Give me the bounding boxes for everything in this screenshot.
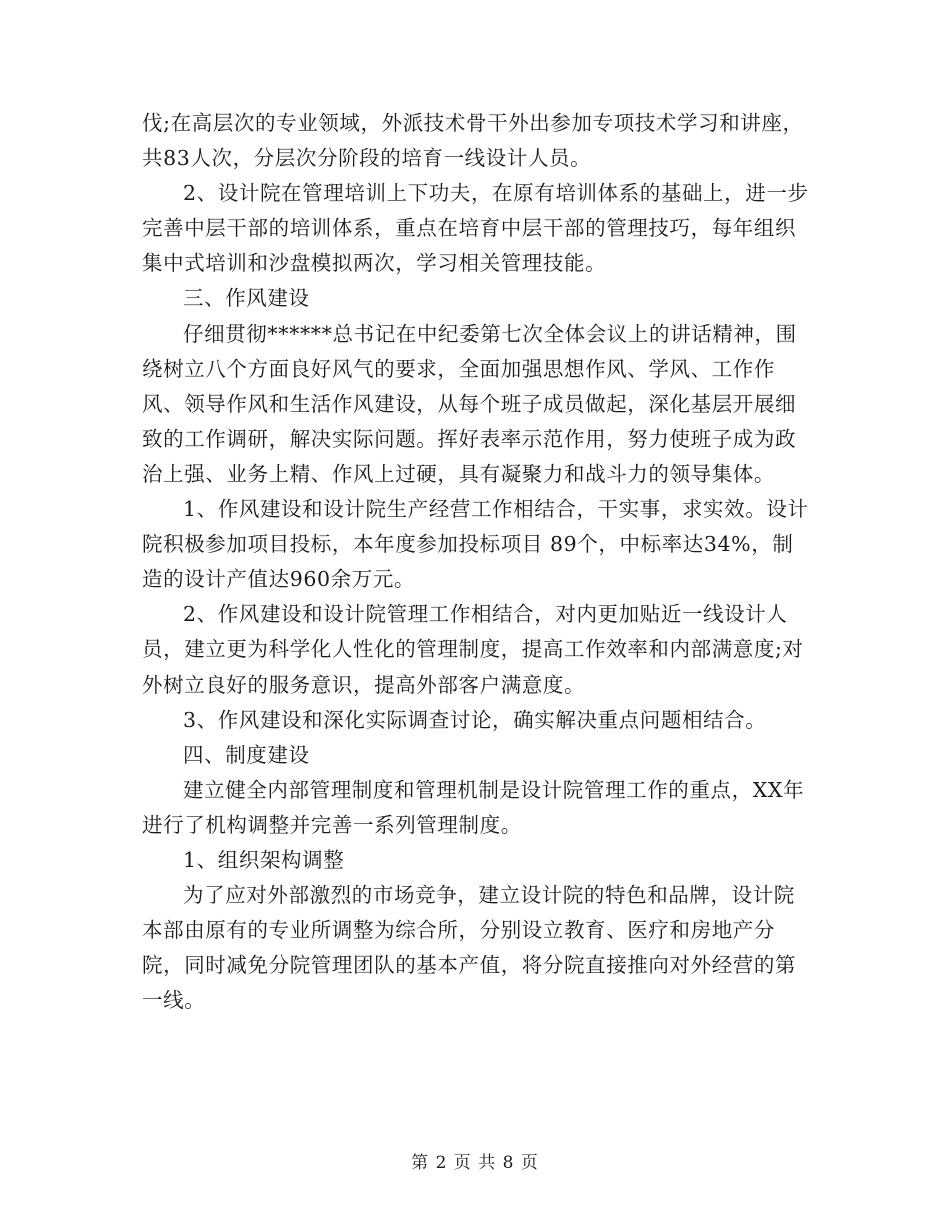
paragraph-work-style-intro: 仔细贯彻******总书记在中纪委第七次全体会议上的讲话精神，围绕树立八个方面良好风气的要求，全面加强思想作风、学风、工作作风、领导作风和生活作风建设，从每个班子成员做起，深化基层开展细致的工作调研，解决实际问题。挥好表率示范作用，努力使班子成为政治上强、业务上精、作风上过硬，具有凝聚力和战斗力的领导集体。 [142, 321, 797, 486]
paragraph-org-structure: 为了应对外部激烈的市场竞争，建立设计院的特色和品牌，设计院本部由原有的专业所调整为综合所，分别设立教育、医疗和房地产分院，同时减免分院管理团队的基本产值，将分院直接推向对外经营的第一线。 [142, 883, 797, 1013]
paragraph-work-style-management: 2、作风建设和设计院管理工作相结合，对内更加贴近一线设计人员，建立更为科学化人性化的管理制度，提高工作效率和内部满意度;对外树立良好的服务意识，提高外部客户满意度。 [142, 602, 804, 697]
section-heading-work-style: 三、作风建设 [183, 286, 310, 311]
paragraph-training-continued: 伐;在高层次的专业领域，外派技术骨干外出参加专项技术学习和讲座，共83人次，分层次分阶段的培育一线设计人员。 [142, 111, 804, 171]
paragraph-system-building-intro: 建立健全内部管理制度和管理机制是设计院管理工作的重点，XX年进行了机构调整并完善一系列管理制度。 [142, 777, 805, 837]
paragraph-work-style-production: 1、作风建设和设计院生产经营工作相结合，干实事，求实效。设计院积极参加项目投标，本年度参加投标项目 89个，中标率达34%，制造的设计产值达960余万元。 [142, 497, 809, 592]
paragraph-management-training: 2、设计院在管理培训上下功夫，在原有培训体系的基础上，进一步完善中层干部的培训体系，重点在培育中层干部的管理技巧，每年组织集中式培训和沙盘模拟两次，学习相关管理技能。 [142, 181, 809, 276]
paragraph-work-style-research: 3、作风建设和深化实际调查讨论，确实解决重点问题相结合。 [183, 707, 767, 732]
subheading-org-structure: 1、组织架构调整 [183, 847, 345, 872]
section-heading-system-building: 四、制度建设 [183, 742, 310, 767]
page-number-footer: 第 2 页 共 8 页 [411, 1153, 539, 1173]
document-body [142, 106, 810, 1018]
